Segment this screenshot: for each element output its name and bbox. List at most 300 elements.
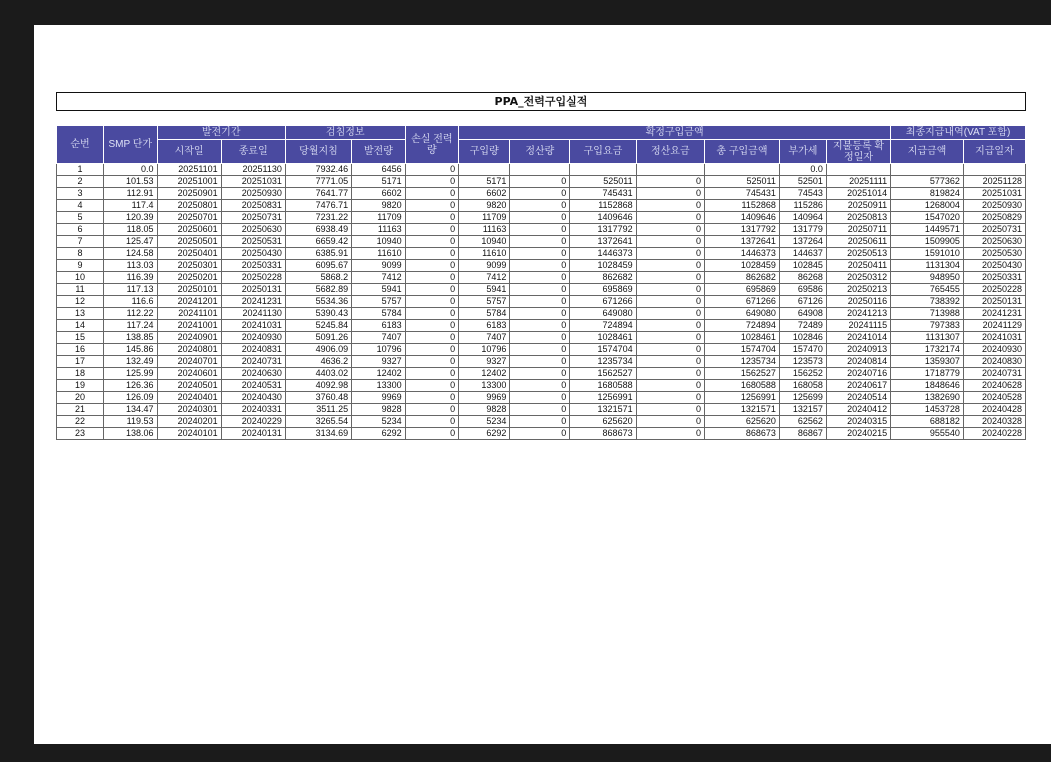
table-cell: 20250430 (963, 260, 1025, 272)
table-cell: 0 (636, 344, 704, 356)
table-cell: 0 (510, 404, 570, 416)
table-cell: 9820 (459, 200, 510, 212)
table-cell: 4403.02 (285, 368, 351, 380)
table-cell: 20251001 (157, 176, 221, 188)
table-cell: 10796 (352, 344, 405, 356)
header-generation: 발전량 (352, 140, 405, 164)
table-cell: 0 (636, 296, 704, 308)
table-cell: 0 (405, 368, 458, 380)
table-cell: 19 (57, 380, 104, 392)
table-cell: 138.85 (104, 332, 157, 344)
table-cell: 20240628 (963, 380, 1025, 392)
table-cell: 745431 (570, 188, 636, 200)
table-cell: 1317792 (705, 224, 780, 236)
header-total-amount: 총 구입금액 (705, 140, 780, 164)
table-cell: 20240930 (221, 332, 285, 344)
table-row (57, 188, 1026, 200)
table-cell: 1372641 (705, 236, 780, 248)
table-cell: 20251130 (221, 164, 285, 176)
table-cell: 671266 (705, 296, 780, 308)
table-cell: 0 (510, 260, 570, 272)
table-cell: 7476.71 (285, 200, 351, 212)
table-cell: 20240830 (963, 356, 1025, 368)
table-cell: 5784 (352, 308, 405, 320)
table-cell: 20250131 (963, 296, 1025, 308)
table-cell (510, 164, 570, 176)
table-cell: 3 (57, 188, 104, 200)
table-cell: 20240228 (963, 428, 1025, 440)
table-cell: 0 (510, 248, 570, 260)
table-row (57, 284, 1026, 296)
table-row (57, 392, 1026, 404)
table-cell: 819824 (891, 188, 964, 200)
table-cell: 0 (636, 380, 704, 392)
table-cell: 0 (510, 392, 570, 404)
table-cell: 113.03 (104, 260, 157, 272)
table-cell: 20250228 (963, 284, 1025, 296)
table-cell: 1235734 (705, 356, 780, 368)
table-row (57, 296, 1026, 308)
table-cell: 0 (636, 320, 704, 332)
table-cell: 117.4 (104, 200, 157, 212)
table-cell: 126.09 (104, 392, 157, 404)
table-row (57, 344, 1026, 356)
table-cell: 10940 (459, 236, 510, 248)
table-cell: 119.53 (104, 416, 157, 428)
table-cell: 0 (405, 404, 458, 416)
table-cell: 123573 (779, 356, 826, 368)
table-cell: 6292 (352, 428, 405, 440)
table-cell: 20240731 (963, 368, 1025, 380)
table-cell: 1446373 (705, 248, 780, 260)
table-cell: 9099 (459, 260, 510, 272)
table-cell: 6602 (352, 188, 405, 200)
table-cell: 797383 (891, 320, 964, 332)
header-end: 종료일 (221, 140, 285, 164)
table-cell: 20251101 (157, 164, 221, 176)
table-cell: 0 (405, 344, 458, 356)
table-cell: 67126 (779, 296, 826, 308)
table-cell: 5234 (352, 416, 405, 428)
table-cell: 0 (636, 188, 704, 200)
table-cell: 1409646 (570, 212, 636, 224)
table-cell: 0 (636, 332, 704, 344)
table-cell: 52501 (779, 176, 826, 188)
table-cell: 117.13 (104, 284, 157, 296)
table-cell: 1409646 (705, 212, 780, 224)
table-cell: 20240814 (826, 356, 890, 368)
table-cell: 0 (510, 308, 570, 320)
table-cell: 20250801 (157, 200, 221, 212)
table-cell: 0 (510, 332, 570, 344)
table-cell: 0 (405, 260, 458, 272)
table-cell: 116.39 (104, 272, 157, 284)
table-cell: 10 (57, 272, 104, 284)
table-cell: 724894 (705, 320, 780, 332)
table-cell: 625620 (570, 416, 636, 428)
table-cell: 0 (510, 416, 570, 428)
table-cell: 20241031 (963, 332, 1025, 344)
table-cell: 11610 (459, 248, 510, 260)
table-cell: 20240331 (221, 404, 285, 416)
table-cell: 20 (57, 392, 104, 404)
table-cell: 20241129 (963, 320, 1025, 332)
table-cell: 862682 (705, 272, 780, 284)
table-cell: 2 (57, 176, 104, 188)
table-cell: 724894 (570, 320, 636, 332)
table-cell: 20250601 (157, 224, 221, 236)
table-cell: 1382690 (891, 392, 964, 404)
table-cell: 20250731 (963, 224, 1025, 236)
table-cell: 6456 (352, 164, 405, 176)
table-cell: 20240630 (221, 368, 285, 380)
table-cell: 20240412 (826, 404, 890, 416)
table-body (57, 164, 1026, 440)
table-cell: 9828 (459, 404, 510, 416)
table-cell: 5 (57, 212, 104, 224)
table-row (57, 212, 1026, 224)
table-cell: 649080 (705, 308, 780, 320)
table-cell: 20250101 (157, 284, 221, 296)
table-cell: 20240531 (221, 380, 285, 392)
table-cell: 20240430 (221, 392, 285, 404)
table-cell: 22 (57, 416, 104, 428)
table-cell: 3265.54 (285, 416, 351, 428)
table-cell: 20250430 (221, 248, 285, 260)
table-row (57, 248, 1026, 260)
table-cell: 6095.67 (285, 260, 351, 272)
table-cell: 20250201 (157, 272, 221, 284)
table-cell: 0 (405, 284, 458, 296)
table-cell: 0 (636, 368, 704, 380)
table-cell: 1028459 (570, 260, 636, 272)
table-cell: 6659.42 (285, 236, 351, 248)
table-cell: 695869 (705, 284, 780, 296)
table-cell: 20240328 (963, 416, 1025, 428)
table-cell: 11163 (459, 224, 510, 236)
table-cell: 7231.22 (285, 212, 351, 224)
table-cell: 17 (57, 356, 104, 368)
table-cell: 125.99 (104, 368, 157, 380)
table-cell: 125.47 (104, 236, 157, 248)
table-cell: 20250501 (157, 236, 221, 248)
table-cell: 20241101 (157, 308, 221, 320)
table-cell: 20250831 (221, 200, 285, 212)
table-cell: 649080 (570, 308, 636, 320)
header-confirmed: 확정구입금액 (459, 126, 891, 140)
table-row (57, 404, 1026, 416)
header-settle-qty: 정산량 (510, 140, 570, 164)
table-row (57, 332, 1026, 344)
table-cell: 20250813 (826, 212, 890, 224)
table-cell: 9969 (352, 392, 405, 404)
table-cell: 20241201 (157, 296, 221, 308)
table-cell: 1848646 (891, 380, 964, 392)
table-cell: 62562 (779, 416, 826, 428)
table-cell: 5245.84 (285, 320, 351, 332)
table-cell: 0 (405, 224, 458, 236)
table-cell: 9969 (459, 392, 510, 404)
table-cell: 0 (510, 380, 570, 392)
table-cell: 5390.43 (285, 308, 351, 320)
table-row (57, 320, 1026, 332)
table-cell: 20241115 (826, 320, 890, 332)
table-cell: 0 (405, 188, 458, 200)
table-cell: 124.58 (104, 248, 157, 260)
document-page (34, 25, 1051, 744)
table-row (57, 380, 1026, 392)
table-cell: 10796 (459, 344, 510, 356)
table-cell: 20250611 (826, 236, 890, 248)
table-cell: 20250731 (221, 212, 285, 224)
table-cell: 20240601 (157, 368, 221, 380)
table-cell: 11709 (459, 212, 510, 224)
header-pay-date: 지급일자 (963, 140, 1025, 164)
table-cell: 20250401 (157, 248, 221, 260)
table-row (57, 356, 1026, 368)
table-cell: 20240131 (221, 428, 285, 440)
table-cell: 11709 (352, 212, 405, 224)
table-cell: 20250301 (157, 260, 221, 272)
table-cell: 1131307 (891, 332, 964, 344)
table-cell: 0 (405, 248, 458, 260)
table-cell: 0 (405, 176, 458, 188)
table-cell: 20250228 (221, 272, 285, 284)
table-cell: 0 (510, 356, 570, 368)
table-cell: 20240528 (963, 392, 1025, 404)
table-cell: 102846 (779, 332, 826, 344)
table-row (57, 272, 1026, 284)
table-cell: 1680588 (570, 380, 636, 392)
table-cell: 20250630 (963, 236, 1025, 248)
table-cell: 1321571 (570, 404, 636, 416)
table-cell: 132.49 (104, 356, 157, 368)
table-cell: 0 (636, 284, 704, 296)
table-cell: 0 (636, 224, 704, 236)
table-cell: 1321571 (705, 404, 780, 416)
table-cell: 1718779 (891, 368, 964, 380)
table-cell: 13300 (352, 380, 405, 392)
table-cell: 10940 (352, 236, 405, 248)
table-row (57, 176, 1026, 188)
table-cell: 4092.98 (285, 380, 351, 392)
table-cell: 20251014 (826, 188, 890, 200)
table-cell: 765455 (891, 284, 964, 296)
table-cell (705, 164, 780, 176)
table-cell: 3511.25 (285, 404, 351, 416)
table-cell: 525011 (570, 176, 636, 188)
table-cell: 1028461 (705, 332, 780, 344)
table-cell: 20250829 (963, 212, 1025, 224)
table-cell: 5171 (352, 176, 405, 188)
table-cell: 23 (57, 428, 104, 440)
table-cell: 1509905 (891, 236, 964, 248)
table-cell: 0 (636, 236, 704, 248)
table-cell: 20240514 (826, 392, 890, 404)
table-cell: 7771.05 (285, 176, 351, 188)
table-cell: 20250901 (157, 188, 221, 200)
table-cell: 5868.2 (285, 272, 351, 284)
table-cell: 20240831 (221, 344, 285, 356)
table-cell: 5091.26 (285, 332, 351, 344)
header-buy-fee: 구입요금 (570, 140, 636, 164)
table-cell: 69586 (779, 284, 826, 296)
table-cell: 118.05 (104, 224, 157, 236)
table-cell: 20240315 (826, 416, 890, 428)
table-row (57, 368, 1026, 380)
table-cell: 6292 (459, 428, 510, 440)
table-cell: 745431 (705, 188, 780, 200)
table-cell: 0 (405, 392, 458, 404)
table-cell: 0 (510, 344, 570, 356)
table-cell: 1131304 (891, 260, 964, 272)
table-cell: 112.22 (104, 308, 157, 320)
table-row (57, 416, 1026, 428)
table-cell: 117.24 (104, 320, 157, 332)
table-cell: 7641.77 (285, 188, 351, 200)
table-cell: 1256991 (705, 392, 780, 404)
table-cell: 20250331 (221, 260, 285, 272)
table-cell: 20240501 (157, 380, 221, 392)
table-cell: 12402 (352, 368, 405, 380)
table-cell: 125699 (779, 392, 826, 404)
table-cell: 20241231 (963, 308, 1025, 320)
table-cell: 9327 (459, 356, 510, 368)
header-loss: 손실 전력량 (405, 126, 458, 164)
table-cell: 695869 (570, 284, 636, 296)
table-cell: 625620 (705, 416, 780, 428)
table-cell: 131779 (779, 224, 826, 236)
table-row (57, 308, 1026, 320)
table-cell: 688182 (891, 416, 964, 428)
table-cell: 0 (405, 380, 458, 392)
table-cell: 11163 (352, 224, 405, 236)
table-cell: 3760.48 (285, 392, 351, 404)
header-settle-fee: 정산요금 (636, 140, 704, 164)
table-cell: 120.39 (104, 212, 157, 224)
table-cell: 4 (57, 200, 104, 212)
table-cell: 134.47 (104, 404, 157, 416)
header-meter: 검침정보 (285, 126, 405, 140)
table-cell: 11610 (352, 248, 405, 260)
table-cell: 1359307 (891, 356, 964, 368)
table-cell: 20250513 (826, 248, 890, 260)
table-cell: 713988 (891, 308, 964, 320)
table-cell: 5757 (352, 296, 405, 308)
table-cell: 0 (405, 428, 458, 440)
table-cell: 6938.49 (285, 224, 351, 236)
table-cell: 20240215 (826, 428, 890, 440)
table-cell: 101.53 (104, 176, 157, 188)
report-title: PPA_전력구입실적 (56, 92, 1026, 111)
table-cell: 9327 (352, 356, 405, 368)
table-cell: 4636.2 (285, 356, 351, 368)
table-cell: 13 (57, 308, 104, 320)
table-cell: 12402 (459, 368, 510, 380)
table-cell: 13300 (459, 380, 510, 392)
table-cell (459, 164, 510, 176)
table-cell: 86867 (779, 428, 826, 440)
table-cell: 9 (57, 260, 104, 272)
table-cell: 1591010 (891, 248, 964, 260)
table-cell: 0 (510, 428, 570, 440)
table-cell: 20250530 (963, 248, 1025, 260)
table-cell: 0 (405, 308, 458, 320)
table-cell: 157470 (779, 344, 826, 356)
table-cell: 1028459 (705, 260, 780, 272)
table-cell: 1446373 (570, 248, 636, 260)
table-row (57, 260, 1026, 272)
table-cell: 20240801 (157, 344, 221, 356)
table-cell: 20240201 (157, 416, 221, 428)
table-cell: 126.36 (104, 380, 157, 392)
table-cell: 20250331 (963, 272, 1025, 284)
table-cell: 1 (57, 164, 104, 176)
header-buy-qty: 구입량 (459, 140, 510, 164)
table-cell: 20250630 (221, 224, 285, 236)
table-cell: 0 (405, 320, 458, 332)
table-cell: 0 (510, 224, 570, 236)
table-cell: 0 (510, 176, 570, 188)
table-cell: 20240701 (157, 356, 221, 368)
table-cell: 20250531 (221, 236, 285, 248)
table-cell: 6183 (459, 320, 510, 332)
table-cell: 5941 (352, 284, 405, 296)
table-cell: 21 (57, 404, 104, 416)
table-cell: 7 (57, 236, 104, 248)
table-cell: 20241231 (221, 296, 285, 308)
table-cell: 0 (636, 260, 704, 272)
table-cell: 0 (510, 368, 570, 380)
table-cell: 0 (405, 200, 458, 212)
table-cell: 3134.69 (285, 428, 351, 440)
header-no: 순번 (57, 126, 104, 164)
table-cell: 20250116 (826, 296, 890, 308)
table-cell: 1028461 (570, 332, 636, 344)
table-cell: 9828 (352, 404, 405, 416)
table-cell: 0 (636, 212, 704, 224)
table-cell: 9820 (352, 200, 405, 212)
table-cell: 16 (57, 344, 104, 356)
table-cell: 137264 (779, 236, 826, 248)
table-cell: 9099 (352, 260, 405, 272)
table-cell: 0 (405, 212, 458, 224)
table-cell: 0 (405, 164, 458, 176)
table-cell: 20241014 (826, 332, 890, 344)
table-cell: 8 (57, 248, 104, 260)
table-cell: 132157 (779, 404, 826, 416)
table-cell (636, 164, 704, 176)
table-cell: 0 (405, 236, 458, 248)
table-cell (826, 164, 890, 176)
table-cell: 20251031 (221, 176, 285, 188)
table-cell: 20240731 (221, 356, 285, 368)
header-smp: SMP 단가 (104, 126, 157, 164)
header-final-pay: 최종지급내역(VAT 포함) (891, 126, 1026, 140)
table-cell: 20240716 (826, 368, 890, 380)
table-cell: 20240401 (157, 392, 221, 404)
table-cell: 5682.89 (285, 284, 351, 296)
table-cell: 1562527 (705, 368, 780, 380)
table-cell: 0 (636, 416, 704, 428)
header-start: 시작일 (157, 140, 221, 164)
table-cell: 20241213 (826, 308, 890, 320)
table-cell: 0 (636, 248, 704, 260)
table-cell: 738392 (891, 296, 964, 308)
table-cell: 1268004 (891, 200, 964, 212)
table-cell: 115286 (779, 200, 826, 212)
table-cell: 671266 (570, 296, 636, 308)
